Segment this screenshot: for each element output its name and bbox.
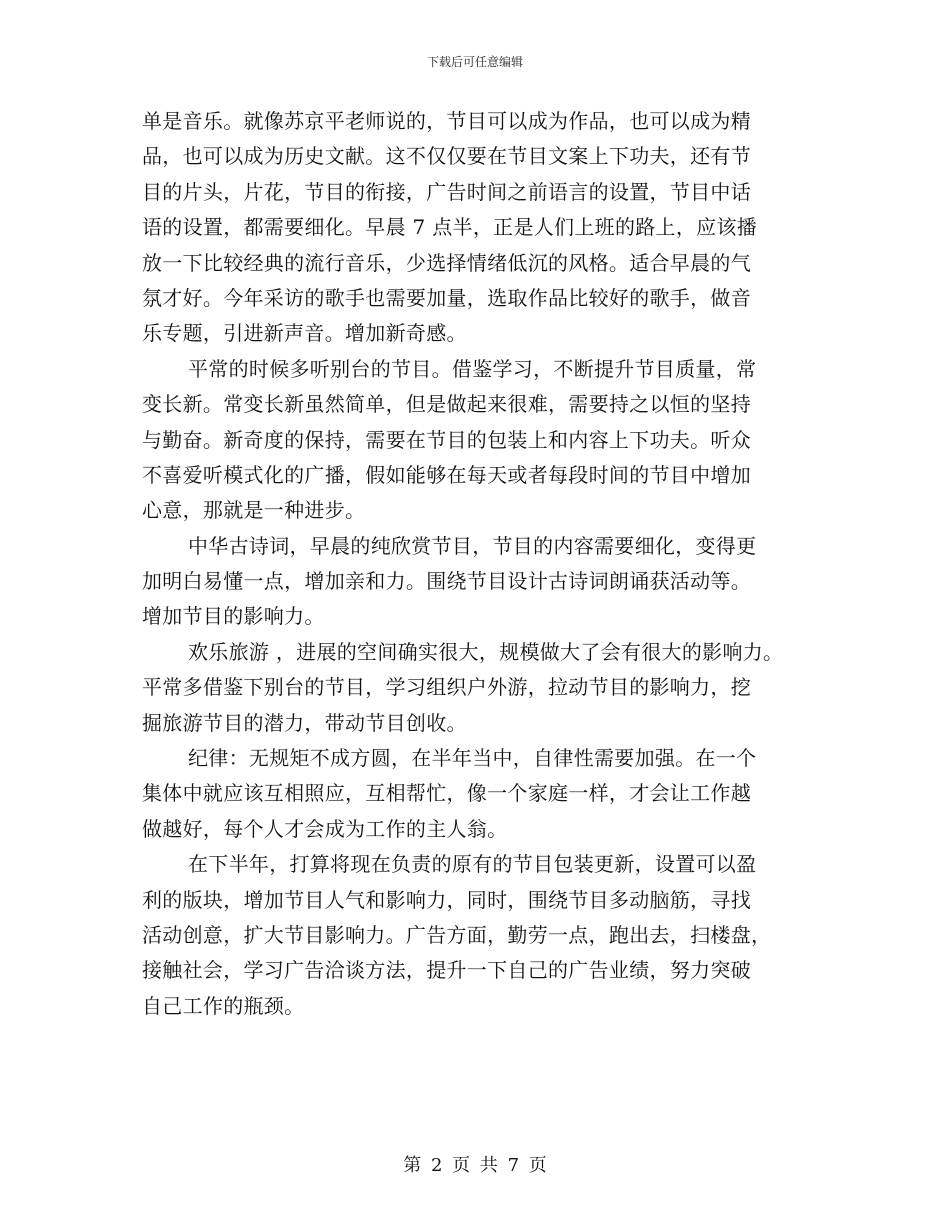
text-line: 与勤奋。新奇度的保持，需要在节目的包装上和内容上下功夫。听众 (142, 427, 751, 452)
text-line: 掘旅游节目的潜力，带动节目创收。 (142, 710, 467, 735)
text-line: 平常多借鉴下别台的节目，学习组织户外游，拉动节目的影响力，挖 (142, 675, 751, 700)
text-line: 中华古诗词，早晨的纯欣赏节目，节目的内容需要细化，变得更 (188, 533, 757, 558)
text-line: 品，也可以成为历史文献。这不仅仅要在节目文案上下功夫，还有节 (142, 144, 751, 169)
text-line: 做越好，每个人才会成为工作的主人翁。 (142, 816, 508, 841)
text-line: 心意，那就是一种进步。 (142, 498, 366, 523)
text-line: 目的片头，片花，节目的衔接，广告时间之前语言的设置，节目中话 (142, 179, 751, 204)
text-line: 欢乐旅游 ，进展的空间确实很大，规模做大了会有很大的影响力。 (188, 639, 784, 664)
text-line: 活动创意，扩大节目影响力。广告方面，勤劳一点，跑出去，扫楼盘， (142, 922, 772, 947)
text-line: 氛才好。今年采访的歌手也需要加量，选取作品比较好的歌手，做音 (142, 285, 751, 310)
text-line: 自己工作的瓶颈。 (142, 993, 305, 1018)
text-line: 纪律：无规矩不成方圆，在半年当中，自律性需要加强。在一个 (188, 746, 757, 771)
text-line: 变长新。常变长新虽然简单，但是做起来很难，需要持之以恒的坚持 (142, 392, 751, 417)
text-line: 单是音乐。就像苏京平老师说的，节目可以成为作品，也可以成为精 (142, 109, 751, 133)
text-line: 平常的时候多听别台的节目。借鉴学习，不断提升节目质量，常 (188, 356, 757, 381)
text-line: 在下半年，打算将现在负责的原有的节目包装更新，设置可以盈 (188, 852, 757, 877)
page-header: 下载后可任意编辑 (426, 55, 523, 69)
text-line: 乐专题，引进新声音。增加新奇感。 (142, 321, 467, 346)
text-line: 接触社会，学习广告洽谈方法，提升一下自己的广告业绩，努力突破 (142, 958, 751, 983)
text-line: 增加节目的影响力。 (142, 604, 325, 629)
text-line: 语的设置，都需要细化。早晨 7 点半，正是人们上班的路上，应该播 (142, 215, 758, 240)
document-body (142, 104, 832, 1024)
text-line: 放一下比较经典的流行音乐，少选择情绪低沉的风格。适合早晨的气 (142, 250, 751, 275)
text-line: 利的版块，增加节目人气和影响力，同时，围绕节目多动脑筋，寻找 (142, 887, 751, 912)
text-line: 不喜爱听模式化的广播，假如能够在每天或者每段时间的节目中增加 (142, 462, 751, 487)
text-line: 集体中就应该互相照应，互相帮忙，像一个家庭一样，才会让工作越 (142, 781, 751, 806)
text-line: 加明白易懂一点，增加亲和力。围绕节目设计古诗词朗诵获活动等。 (142, 569, 751, 594)
page-number-footer: 第 2 页 共 7 页 (403, 1155, 547, 1176)
